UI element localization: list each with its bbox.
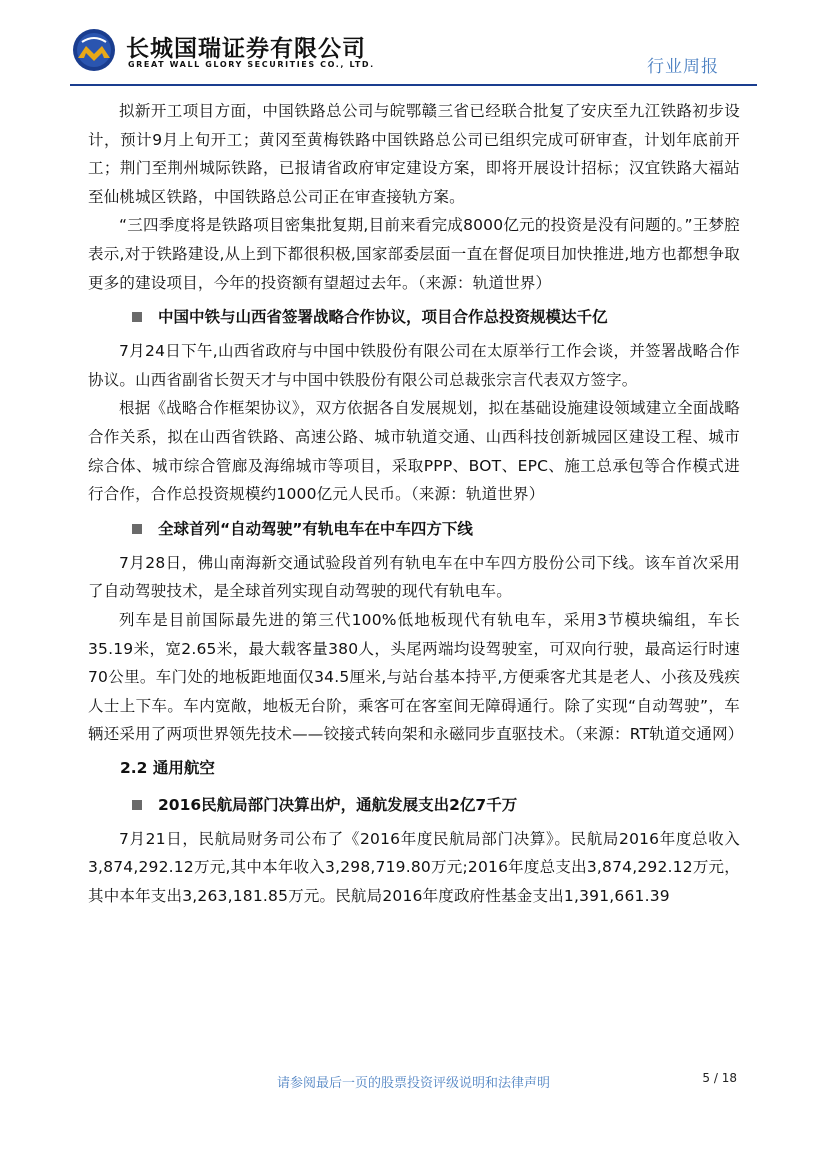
- news-heading-crec-shanxi: 中国中铁与山西省签署战略合作协议，项目合作总投资规模达千亿: [88, 299, 740, 335]
- report-type-label: 行业周报: [647, 57, 719, 77]
- paragraph-caac-finance: 7月21日，民航局财务司公布了《2016年度民航局部门决算》。民航局2016年度总收入3,874,292.12万元,其中本年收入3,298,719.80万元;2016年度总支出3,874,292.12万元，其中本年支出3,263,181.85万元。民航局2016年度政府性基金支出1,391,661.39: [88, 829, 740, 906]
- company-name-en: GREAT WALL GLORY SECURITIES CO., LTD.: [128, 60, 375, 69]
- paragraph-tram-specs: 列车是目前国际最先进的第三代100%低地板现代有轨电车，采用3节模块编组，车长35.19米，宽2.65米，最大载客量380人，头尾两端均设驾驶室，可双向行驶，最高运行时速70公里。车门处的地板距地面仅34.5厘米,与站台基本持平,方便乘客尤其是老人、小孩及残疾人士上下车。车内宽敞，地板无台阶，乘客可在客室间无障碍通行。除了实现“自动驾驶”，车辆还采用了两项世界领先技术——铰接式转向架和永磁同步直驱技术。（来源：RT轨道交通网）: [88, 610, 744, 744]
- section-title-general-aviation: 2.2 通用航空: [120, 758, 215, 777]
- paragraph-new-projects: 拟新开工项目方面，中国铁路总公司与皖鄂赣三省已经联合批复了安庆至九江铁路初步设计，预计9月上旬开工；黄冈至黄梅铁路中国铁路总公司已组织完成可研审查，计划年底前开工；荆门至荆州城际铁路，已报请省政府审定建设方案，即将开展设计招标；汉宜铁路大福站至仙桃城区铁路，中国铁路总公司正在审查接轨方案。: [88, 102, 740, 206]
- paragraph-tram-launch: 7月28日，佛山南海新交通试验段首列有轨电车在中车四方股份公司下线。该车首次采用了自动驾驶技术，是全球首列实现自动驾驶的现代有轨电车。: [88, 553, 740, 601]
- square-bullet-icon: [132, 524, 142, 534]
- news-heading-autonomous-tram: 全球首列“自动驾驶”有轨电车在中车四方下线: [88, 511, 740, 547]
- square-bullet-icon: [132, 312, 142, 322]
- square-bullet-icon: [132, 800, 142, 810]
- company-logo-icon: [72, 28, 116, 72]
- document-body: [88, 97, 744, 911]
- paragraph-crec-meeting: 7月24日下午,山西省政府与中国中铁股份有限公司在太原举行工作会谈，并签署战略合作协议。山西省副省长贺天才与中国中铁股份有限公司总裁张宗言代表双方签字。: [88, 342, 740, 389]
- paragraph-crec-agreement: 根据《战略合作框架协议》，双方依据各自发展规划，拟在基础设施建设领域建立全面战略合作关系，拟在山西省铁路、高速公路、城市轨道交通、山西科技创新城园区建设工程、城市综合体、城市综合管廊及海绵城市等项目，采取PPP、BOT、EPC、施工总承包等合作模式进行合作，合作总投资规模约1000亿元人民币。（来源：轨道世界）: [88, 399, 740, 504]
- paragraph-investment-quote: “三四季度将是铁路项目密集批复期,目前来看完成8000亿元的投资是没有问题的。”王梦腔表示,对于铁路建设,从上到下都很积极,国家部委层面一直在督促项目加快推进,地方也都想争取更多的建设项目，今年的投资额有望超过去年。（来源：轨道世界）: [88, 216, 740, 292]
- news-heading-caac-budget: 2016民航局部门决算出炉，通航发展支出2亿7千万: [88, 787, 740, 823]
- disclaimer-footer: 请参阅最后一页的股票投资评级说明和法律声明: [276, 1076, 550, 1091]
- company-name-cn: 长城国瑞证券有限公司: [126, 36, 366, 62]
- page-header: [0, 0, 827, 92]
- page-number: 5 / 18: [702, 1071, 737, 1085]
- header-divider: [70, 84, 757, 86]
